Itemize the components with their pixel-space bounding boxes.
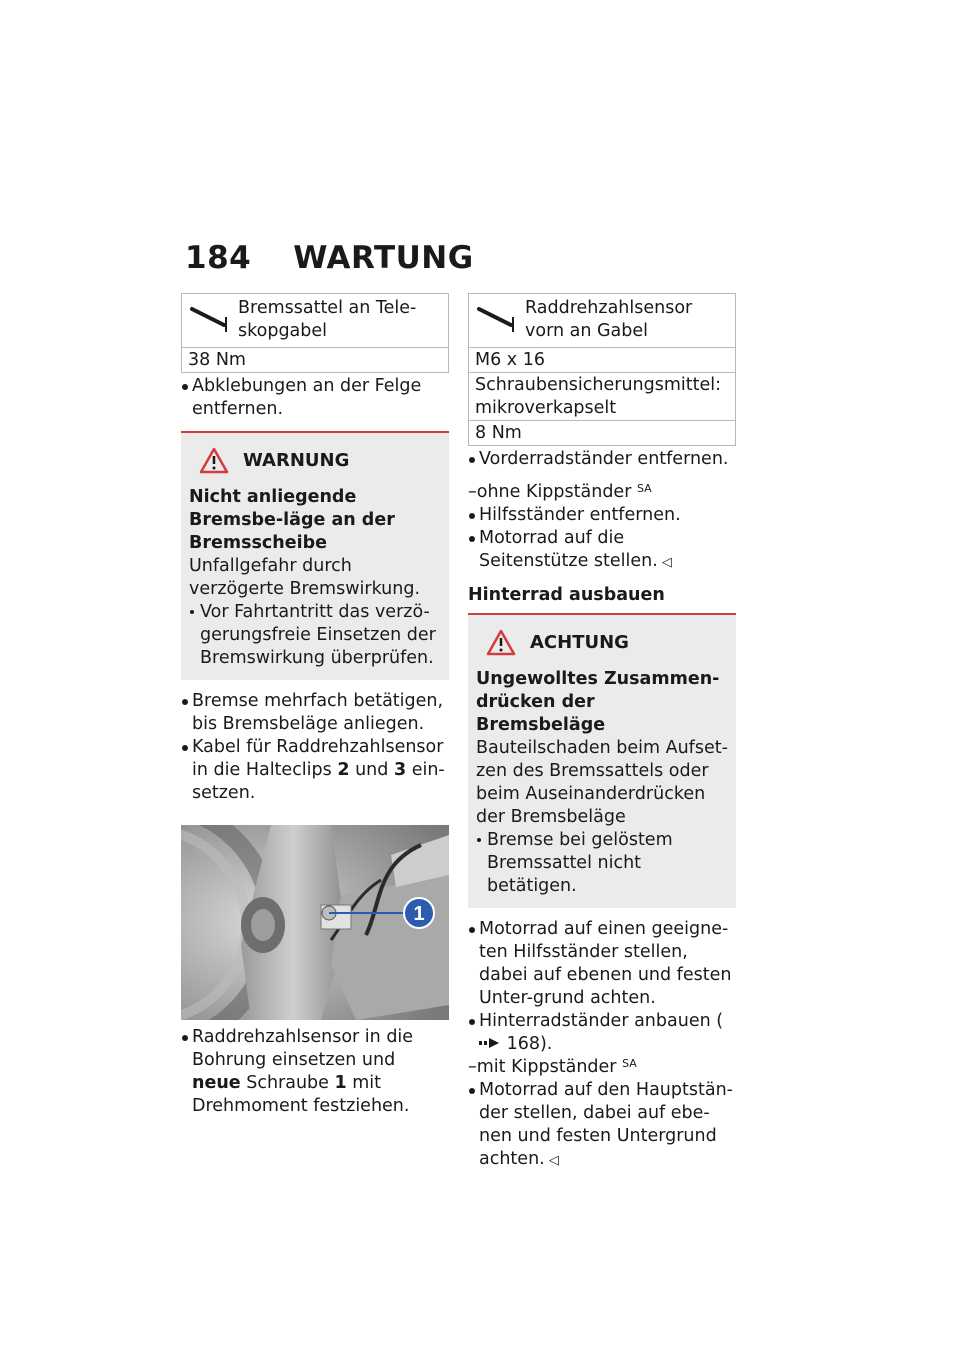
- step-aux-stand: Motorrad auf einen geeigne-ten Hilfsständer stellen, dabei auf ebenen und festen Unter-grund achten.: [468, 918, 736, 1010]
- warning-box: [181, 431, 449, 680]
- end-mark-icon: ◁: [544, 1153, 559, 1168]
- ref-number-3: 3: [393, 760, 407, 780]
- torque-spec-caliper: [181, 293, 449, 373]
- caution-text: Bauteilschaden beim Aufset-zen des Bremssattels oder beim Auseinanderdrücken der Bremsbeläge: [476, 738, 728, 827]
- torque-spec-value: 38 Nm: [182, 347, 448, 372]
- section-title: Hinterrad ausbauen: [468, 585, 665, 605]
- ref-number-1: 1: [334, 1073, 347, 1093]
- caution-title-row: [476, 629, 728, 656]
- caution-bullet: Bremse bei gelöstem Bremssattel nicht betätigen.: [476, 829, 728, 898]
- torque-wrench-icon: [188, 303, 232, 333]
- step-remove-tape: Abklebungen an der Felge entfernen.: [181, 375, 449, 421]
- warning-title-row: [189, 447, 441, 474]
- warning-triangle-icon: [199, 447, 229, 474]
- torque-wrench-icon: [475, 303, 519, 333]
- warning-text: Unfallgefahr durch verzögerte Bremswirkung.: [189, 556, 421, 599]
- condition-with-stand: –mit Kippständer $^{SA}$: [468, 1057, 637, 1077]
- left-column: [181, 293, 449, 1118]
- step-insert-cable: Kabel für Raddrehzahlsensor in die Halteclips 2 und 3 ein-setzen.: [181, 736, 449, 805]
- warning-triangle-icon: [486, 629, 516, 656]
- step-operate-brake: Bremse mehrfach betätigen, bis Bremsbeläge anliegen.: [181, 690, 449, 736]
- caution-heading: Ungewolltes Zusammen-drücken der Bremsbeläge: [476, 669, 720, 735]
- step-remove-front-stand: Vorderradständer entfernen.: [468, 448, 736, 471]
- step-rear-stand: Hinterradständer anbauen ( 168).: [468, 1010, 736, 1056]
- step-install-sensor: Raddrehzahlsensor in die Bohrung einsetzen und neue Schraube 1 mit Drehmoment festziehen.: [181, 1026, 449, 1118]
- torque-spec-header: [469, 294, 735, 347]
- page-header: [185, 240, 474, 276]
- step-remove-aux-stand: Hilfsständer entfernen.: [468, 504, 736, 527]
- right-column: [468, 293, 736, 1172]
- page-number: 184: [185, 240, 252, 276]
- warning-heading: Nicht anliegende Bremsbe-läge an der Bremsscheibe: [189, 487, 395, 553]
- sensor-photo: [181, 825, 449, 1020]
- step-side-stand: Motorrad auf die Seitenstütze stellen. ◁: [468, 527, 736, 574]
- caution-title: ACHTUNG: [530, 632, 629, 653]
- torque-spec-label: Bremssattel an Tele-skopgabel: [238, 298, 417, 341]
- warning-bullet: Vor Fahrtantritt das verzö-gerungsfreie Einsetzen der Bremswirkung überprüfen.: [189, 601, 441, 670]
- sa-marker: SA: [636, 482, 652, 495]
- page-title: WARTUNG: [293, 240, 474, 276]
- bold-new: neue: [192, 1073, 241, 1093]
- sa-marker: SA: [622, 1057, 637, 1070]
- ref-number-2: 2: [337, 760, 350, 780]
- torque-spec-size: M6 x 16: [469, 347, 735, 372]
- torque-spec-sensor: [468, 293, 736, 446]
- end-mark-icon: ◁: [657, 555, 672, 570]
- torque-spec-locking: Schraubensicherungsmittel: mikroverkapselt: [469, 372, 735, 420]
- photo-callout-1: 1: [413, 903, 425, 925]
- step-main-stand: Motorrad auf den Hauptstän-der stellen, dabei auf ebe-nen und festen Untergrund achten. ◁: [468, 1079, 736, 1172]
- condition-without-stand: –ohne Kippständer $^{SA}$: [468, 482, 652, 502]
- page-reference-arrow-icon: [479, 1037, 501, 1049]
- caution-box: [468, 615, 736, 908]
- torque-spec-label: Raddrehzahlsensor vorn an Gabel: [525, 298, 693, 341]
- torque-spec-value: 8 Nm: [469, 420, 735, 445]
- warning-title: WARNUNG: [243, 450, 350, 471]
- torque-spec-header: [182, 294, 448, 347]
